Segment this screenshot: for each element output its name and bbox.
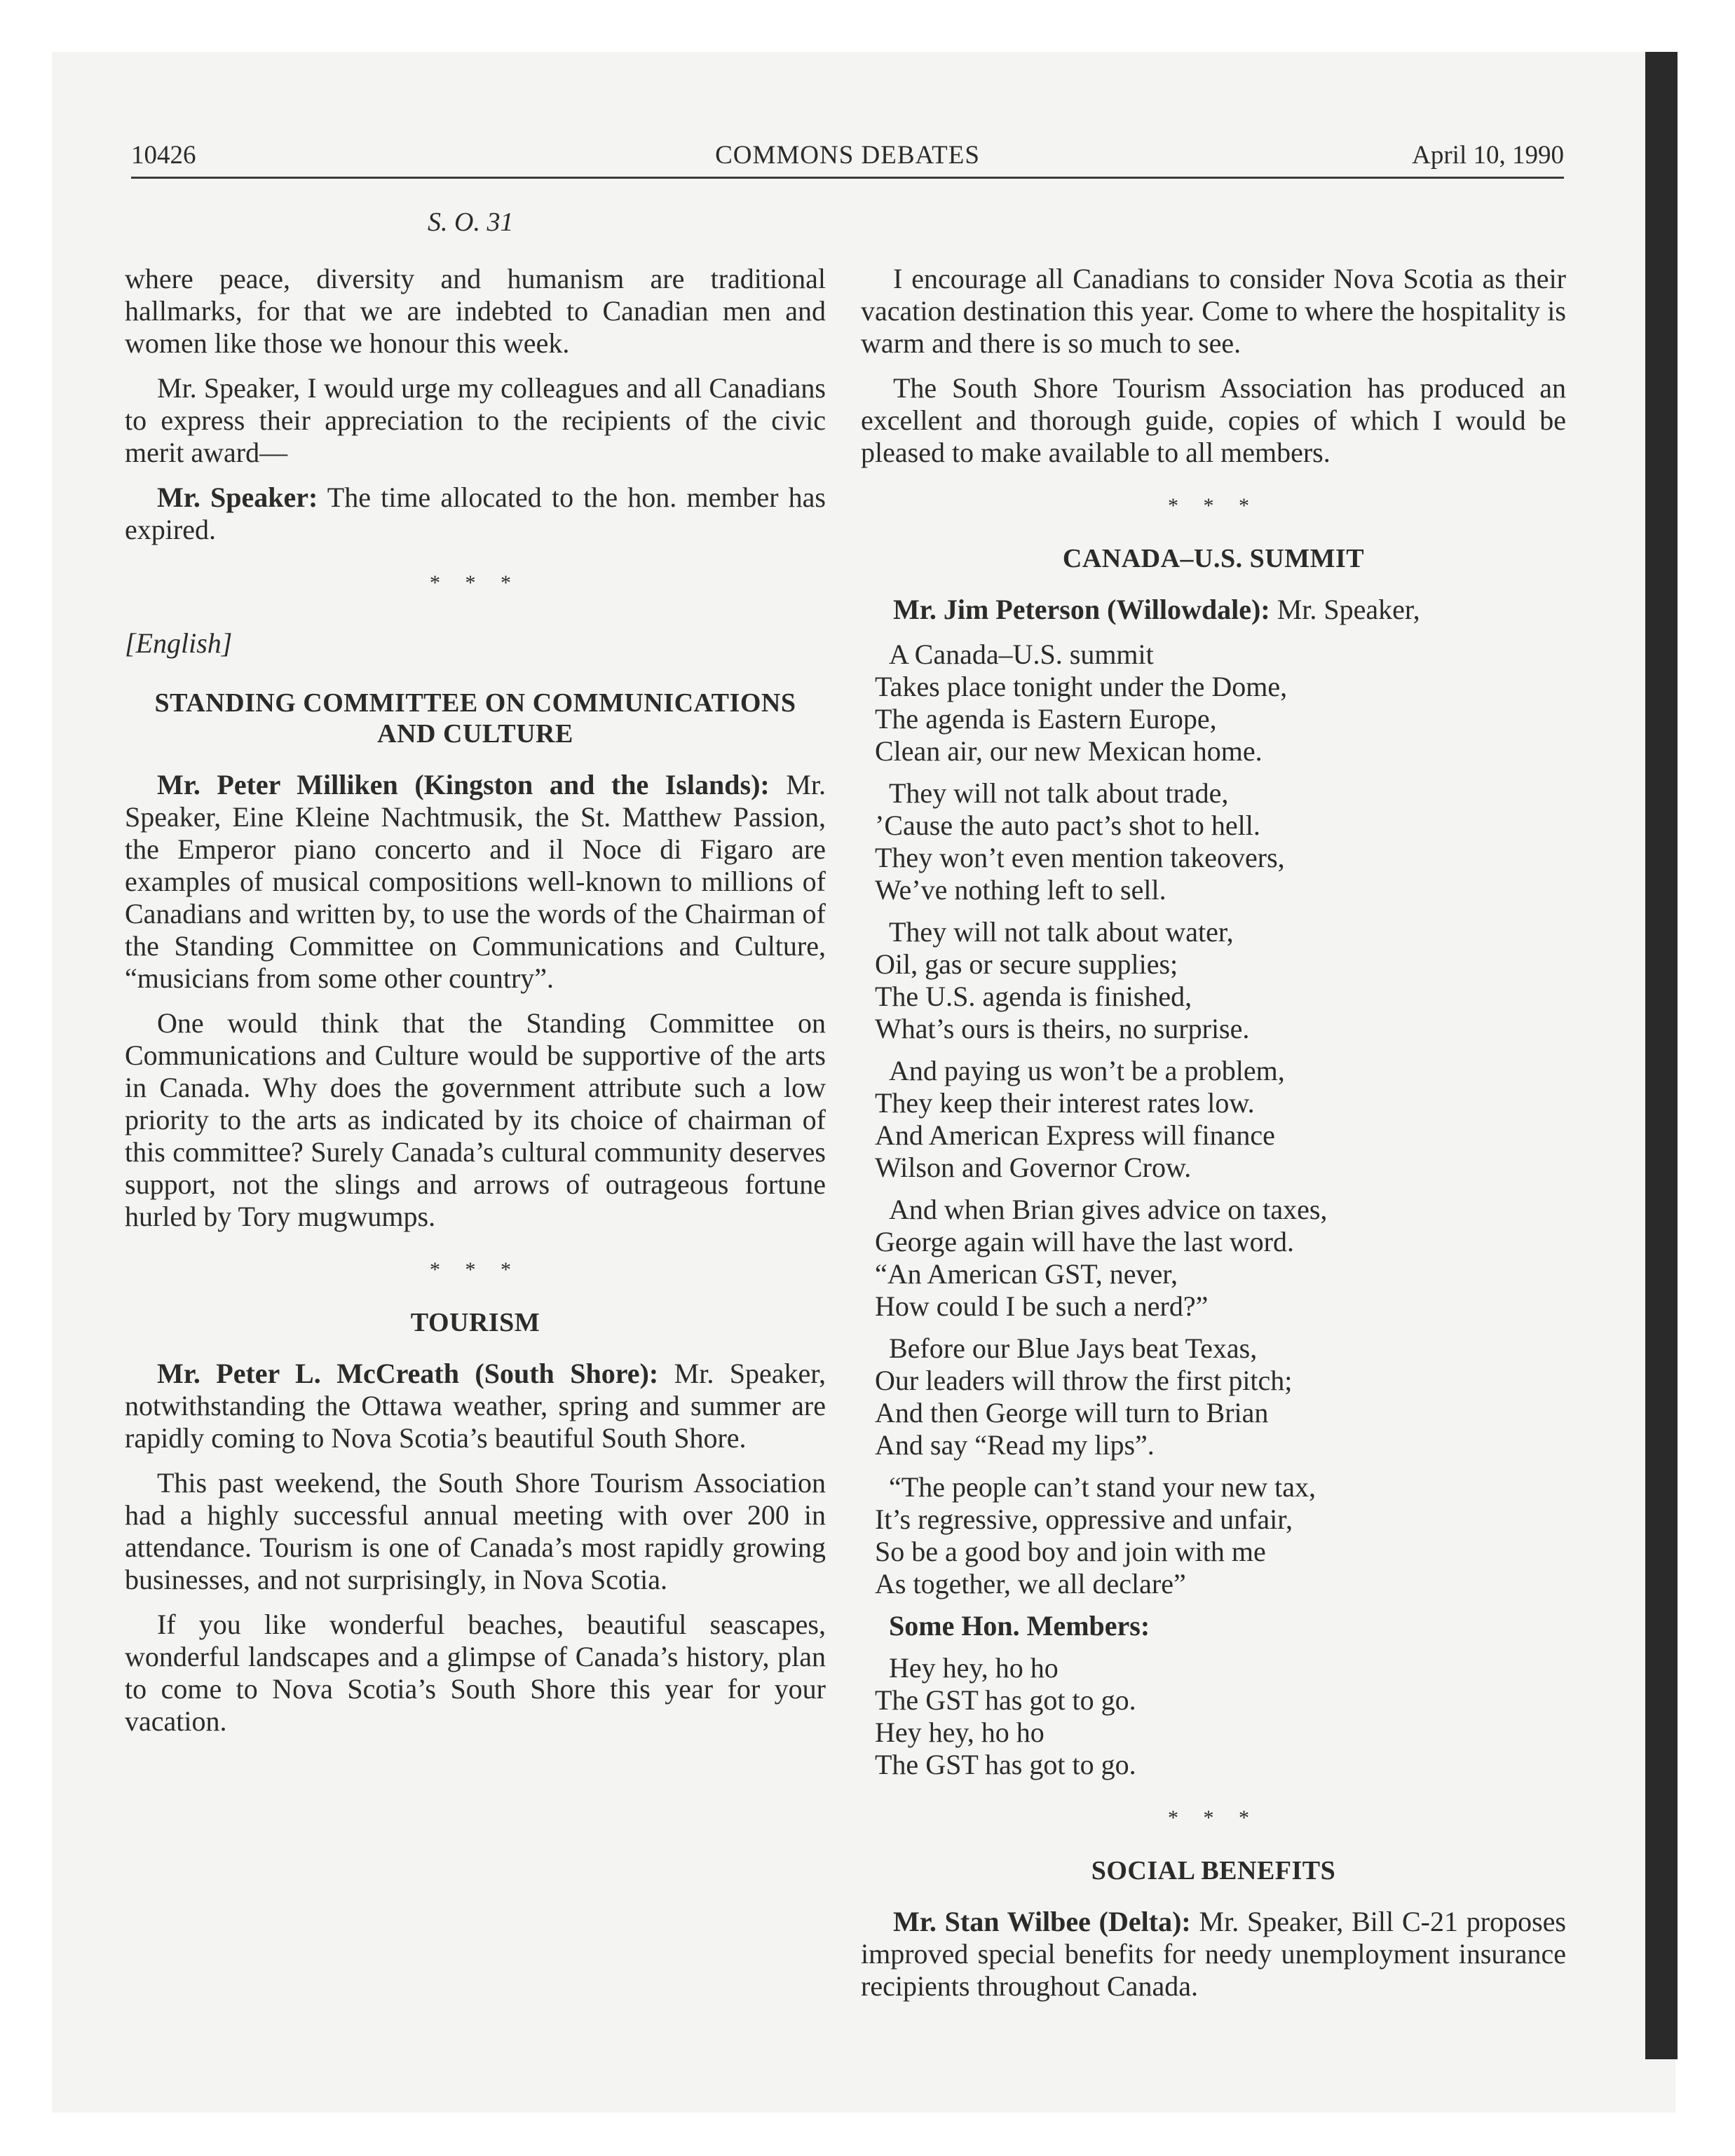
- standing-order-label: S. O. 31: [428, 207, 514, 237]
- paragraph: This past weekend, the South Shore Tourism Association had a highly successful annual meeting with over 200 in attendance. Tourism is one of Canada’s most rapidly growing businesses, and not surprisingly, in Nova Scotia.: [125, 1467, 826, 1595]
- poem-line: The U.S. agenda is finished,: [875, 981, 1192, 1012]
- poem-line: They keep their interest rates low.: [875, 1087, 1255, 1119]
- journal-title: COMMONS DEBATES: [715, 141, 980, 170]
- chant-stanza: [875, 1652, 1566, 1781]
- poem-line: The agenda is Eastern Europe,: [875, 703, 1217, 735]
- running-header: [131, 135, 1564, 177]
- paragraph: I encourage all Canadians to consider Nova Scotia as their vacation destination this year. Come to where the hospitality is warm and there is so much to see.: [861, 263, 1566, 359]
- right-column: [861, 263, 1566, 2015]
- poem-line: As together, we all declare”: [875, 1568, 1186, 1599]
- poem-stanza: [875, 1332, 1566, 1461]
- section-separator: * * *: [430, 1258, 521, 1281]
- poem-stanza: [875, 1471, 1566, 1600]
- poem-line: Oil, gas or secure supplies;: [875, 948, 1178, 980]
- poem-stanza: [875, 639, 1566, 767]
- poem-line: “An American GST, never,: [875, 1258, 1178, 1290]
- poem-line: Clean air, our new Mexican home.: [875, 735, 1263, 767]
- paragraph: [861, 1906, 1566, 2003]
- section-separator: * * *: [1168, 494, 1259, 517]
- speaker-name: Some Hon. Members:: [889, 1610, 1150, 1642]
- paragraph: [125, 1358, 826, 1454]
- section-separator: * * *: [1168, 1806, 1259, 1829]
- poem-line: So be a good boy and join with me: [875, 1536, 1266, 1567]
- poem-line: We’ve nothing left to sell.: [875, 874, 1166, 906]
- poem-line: “The people can’t stand your new tax,: [889, 1471, 1316, 1503]
- scan-edge-shadow: [1645, 52, 1678, 2059]
- speech-text: Mr. Speaker, Bill C-21 proposes improved special benefits for needy unemployment insurance recipients throughout Canada.: [861, 1906, 1567, 2002]
- paragraph: where peace, diversity and humanism are traditional hallmarks, for that we are indebted to Canadian men and women like those we honour this week.: [125, 263, 826, 359]
- poem-line: They will not talk about trade,: [889, 777, 1229, 809]
- section-heading: CANADA–U.S. SUMMIT: [1062, 544, 1365, 573]
- poem-line: Wilson and Governor Crow.: [875, 1152, 1192, 1183]
- speech-text: Mr. Speaker, notwithstanding the Ottawa weather, spring and summer are rapidly coming to Nova Scotia’s beautiful South Shore.: [125, 1358, 826, 1454]
- section-heading: TOURISM: [410, 1308, 540, 1337]
- poem-line: They won’t even mention takeovers,: [875, 842, 1285, 873]
- poem-line: They will not talk about water,: [889, 916, 1234, 948]
- chant-line: Hey hey, ho ho: [875, 1717, 1045, 1748]
- speaker-name: Mr. Speaker:: [157, 482, 318, 513]
- paragraph: Mr. Speaker, I would urge my colleagues and all Canadians to express their appreciation to the recipients of the civic merit award—: [125, 372, 826, 468]
- paragraph: If you like wonderful beaches, beautiful seascapes, wonderful landscapes and a glimpse of Canada’s history, plan to come to Nova Scotia’s South Shore this year for your vacation.: [125, 1609, 826, 1737]
- speech-text: Mr. Speaker, Eine Kleine Nachtmusik, the St. Matthew Passion, the Emperor piano concerto and il Noce di Figaro are examples of musical compositions well-known to millions of Canadians and written by, to use the words of the Chairman of the Standing Committee on Communications and Culture, “musicians from some other country”.: [125, 769, 826, 994]
- poem-stanza: [875, 916, 1566, 1045]
- chant-line: The GST has got to go.: [875, 1684, 1136, 1716]
- left-column: [125, 263, 826, 1750]
- poem-line: And say “Read my lips”.: [875, 1429, 1155, 1461]
- poem-line: What’s ours is theirs, no surprise.: [875, 1013, 1250, 1044]
- page-number: 10426: [131, 141, 196, 170]
- speaker-name: Mr. Jim Peterson (Willowdale):: [893, 594, 1270, 625]
- issue-date: April 10, 1990: [1412, 141, 1564, 170]
- poem-line: And when Brian gives advice on taxes,: [889, 1194, 1328, 1225]
- poem-stanza: [875, 777, 1566, 906]
- poem-line: And paying us won’t be a problem,: [889, 1055, 1285, 1086]
- poem-line: Our leaders will throw the first pitch;: [875, 1365, 1293, 1396]
- poem-line: It’s regressive, oppressive and unfair,: [875, 1503, 1293, 1535]
- paragraph: The South Shore Tourism Association has produced an excellent and thorough guide, copies of which I would be pleased to make available to all members.: [861, 372, 1566, 468]
- paragraph: [125, 769, 826, 995]
- speaker-name: Mr. Stan Wilbee (Delta):: [893, 1906, 1191, 1937]
- chant-line: The GST has got to go.: [875, 1749, 1136, 1780]
- poem-stanza: [875, 1194, 1566, 1323]
- poem-line: ’Cause the auto pact’s shot to hell.: [875, 810, 1260, 841]
- paragraph: [861, 594, 1566, 626]
- paragraph: [125, 482, 826, 546]
- speaker-name: Mr. Peter Milliken (Kingston and the Islands):: [157, 769, 770, 800]
- poem-line: Takes place tonight under the Dome,: [875, 671, 1288, 702]
- header-rule: [131, 177, 1564, 179]
- paragraph: One would think that the Standing Committee on Communications and Culture would be supportive of the arts in Canada. Why does the government attribute such a low priority to the arts as indicated by its choice of chairman of this committee? Surely Canada’s cultural community deserves support, not the slings and arrows of outrageous fortune hurled by Tory mugwumps.: [125, 1007, 826, 1232]
- section-separator: * * *: [430, 571, 521, 594]
- poem-line: A Canada–U.S. summit: [889, 639, 1154, 670]
- speech-text: The time allocated to the hon. member has expired.: [125, 482, 826, 545]
- poem-line: How could I be such a nerd?”: [875, 1290, 1209, 1322]
- poem-line: George again will have the last word.: [875, 1226, 1294, 1257]
- section-heading: STANDING COMMITTEE ON COMMUNICATIONS AND CULTURE: [154, 688, 796, 749]
- poem-line: And then George will turn to Brian: [875, 1397, 1269, 1428]
- language-marker: [English]: [125, 627, 233, 659]
- chant-line: Hey hey, ho ho: [889, 1652, 1059, 1684]
- poem-stanza: [875, 1055, 1566, 1184]
- speech-text: Mr. Speaker,: [1270, 594, 1420, 625]
- section-heading: SOCIAL BENEFITS: [1091, 1856, 1336, 1885]
- poem-line: Before our Blue Jays beat Texas,: [889, 1332, 1258, 1364]
- poem-line: And American Express will finance: [875, 1119, 1275, 1151]
- speaker-name: Mr. Peter L. McCreath (South Shore):: [157, 1358, 659, 1389]
